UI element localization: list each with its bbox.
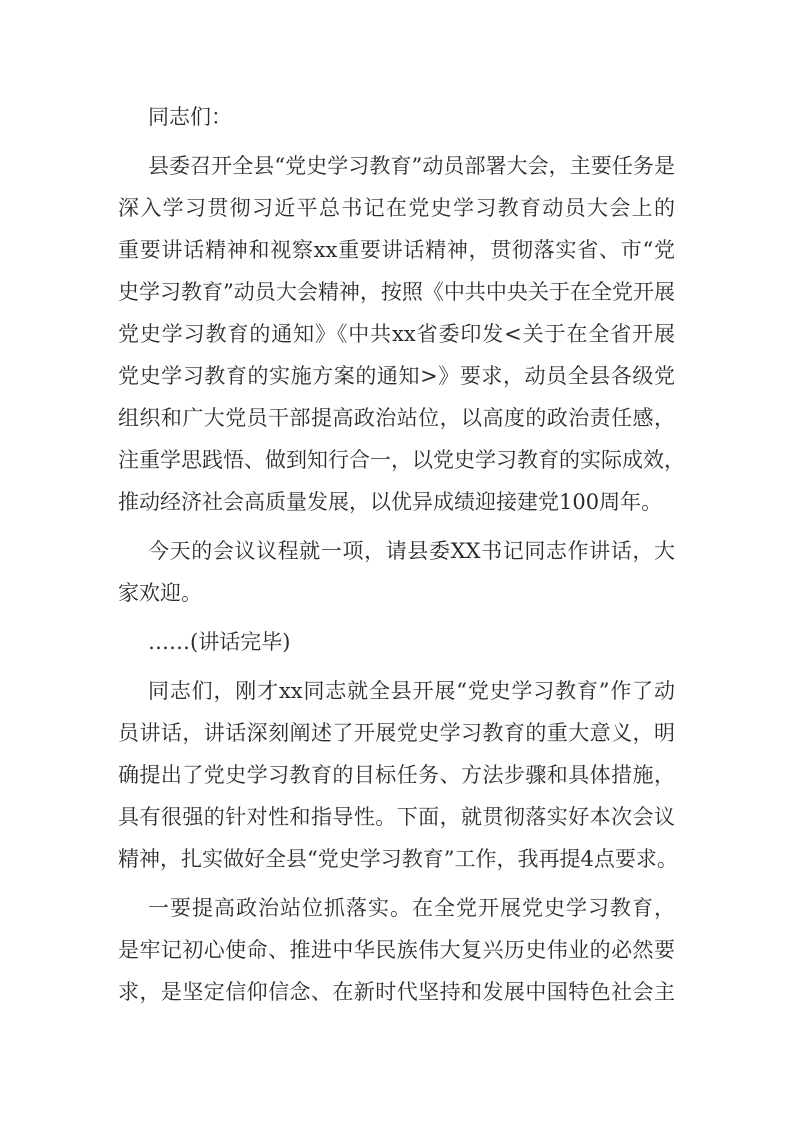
text-line: 推动经济社会高质量发展，以优异成绩迎接建党100周年。 <box>118 490 663 514</box>
text-line: 今天的会议议程就一项，请县委XX书记同志作讲话，大 <box>148 539 675 563</box>
text-line: 党史学习教育的实施方案的通知>》要求，动员全县各级党 <box>118 364 675 388</box>
text-line: 一要提高政治站位抓落实。在全党开展党史学习教育， <box>148 896 675 920</box>
document-page <box>118 96 685 1020</box>
text-line: 党史学习教育的通知》《中共xx省委印发<关于在全省开展 <box>118 322 675 346</box>
paragraph <box>118 96 675 138</box>
text-line: 家欢迎。 <box>118 581 202 605</box>
paragraph <box>118 887 675 1013</box>
text-line: 县委召开全县“党史学习教育”动员部署大会，主要任务是 <box>148 154 675 178</box>
text-line: 深入学习贯彻习近平总书记在党史学习教育动员大会上的 <box>118 196 675 220</box>
text-line: 同志们： <box>148 105 232 129</box>
text-line: 注重学思践悟、做到知行合一，以党史学习教育的实际成效， <box>118 448 685 472</box>
text-line: 组织和广大党员干部提高政治站位，以高度的政治责任感， <box>118 406 675 430</box>
paragraph <box>118 530 675 614</box>
text-line: 具有很强的针对性和指导性。下面，就贯彻落实好本次会议 <box>118 805 675 829</box>
paragraph <box>118 145 685 523</box>
text-line: 重要讲话精神和视察xx重要讲话精神，贯彻落实省、市“党 <box>118 238 675 262</box>
paragraph <box>118 621 675 663</box>
text-line: 精神，扎实做好全县“党史学习教育”工作，我再提4点要求。 <box>118 847 678 871</box>
text-line: 确提出了党史学习教育的目标任务、方法步骤和具体措施， <box>118 763 675 787</box>
text-line: 求，是坚定信仰信念、在新时代坚持和发展中国特色社会主 <box>118 980 675 1004</box>
text-line: 同志们，刚才xx同志就全县开展“党史学习教育”作了动 <box>148 679 675 703</box>
text-line: 是牢记初心使命、推进中华民族伟大复兴历史伟业的必然要 <box>118 938 675 962</box>
text-line: ……(讲话完毕) <box>148 630 291 654</box>
text-line: 员讲话，讲话深刻阐述了开展党史学习教育的重大意义，明 <box>118 721 675 745</box>
paragraph <box>118 670 678 880</box>
text-line: 史学习教育”动员大会精神，按照《中共中央关于在全党开展 <box>118 280 675 304</box>
